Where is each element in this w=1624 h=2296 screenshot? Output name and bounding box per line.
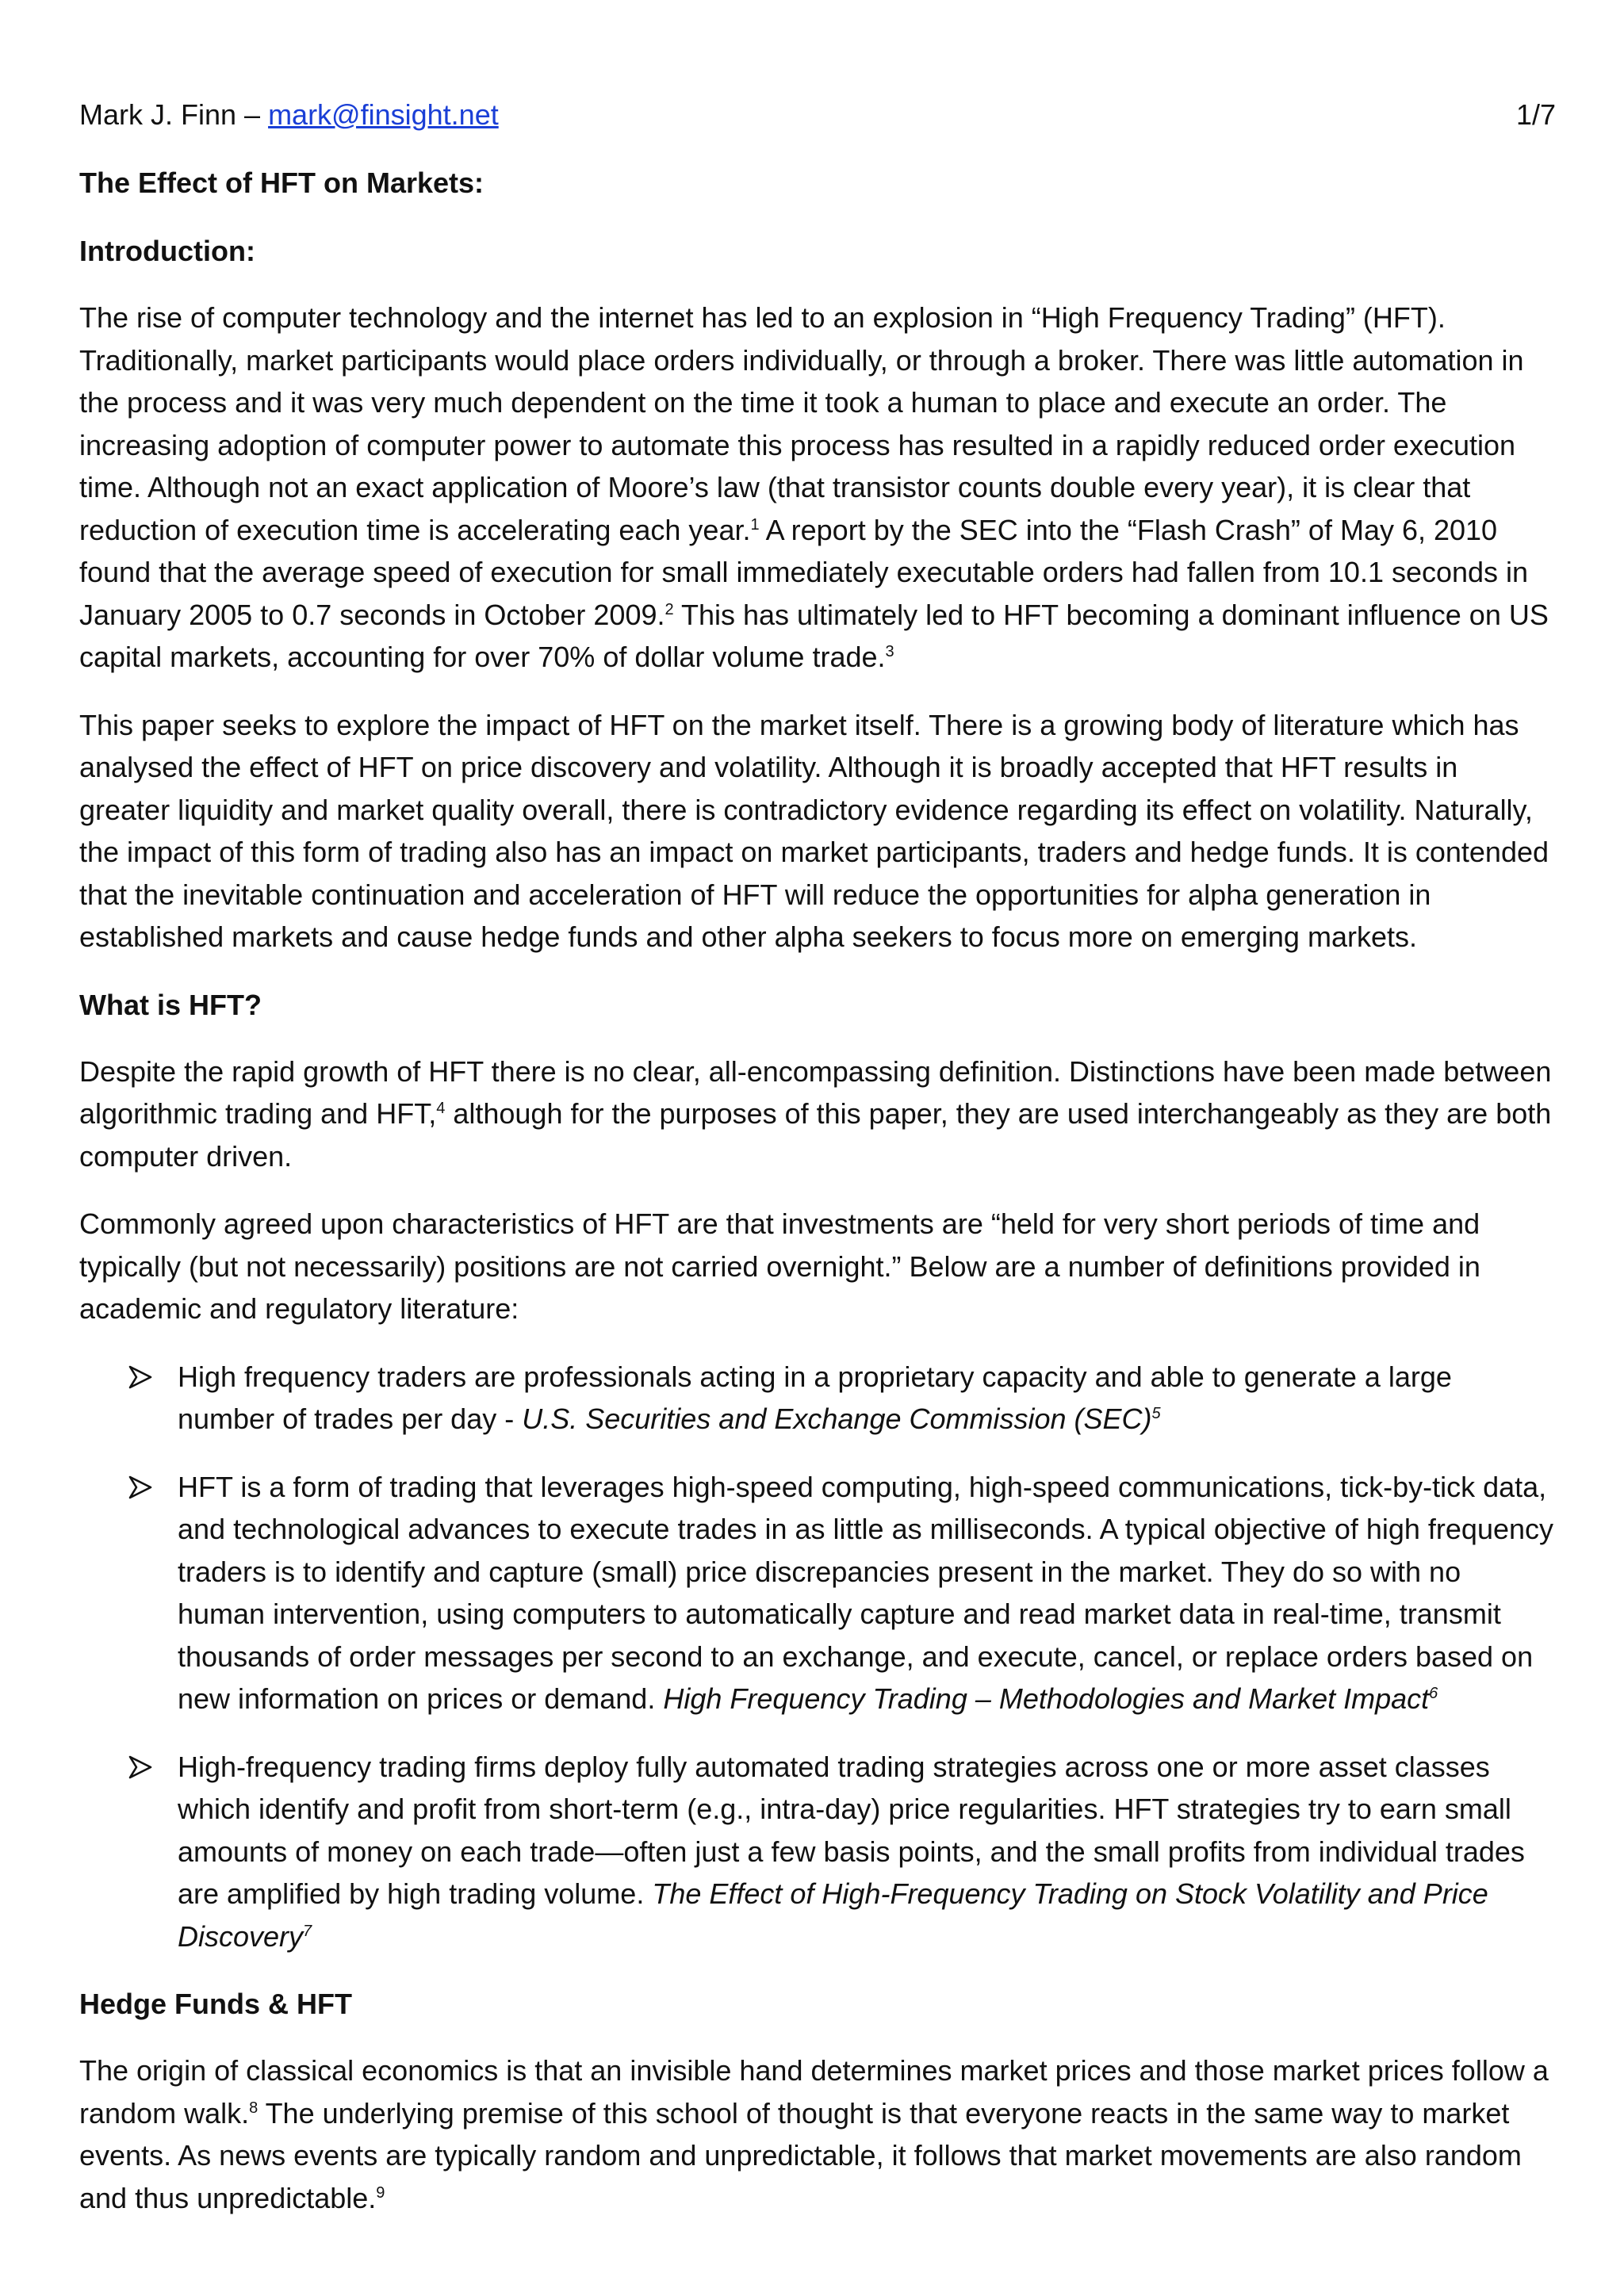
definition-text: HFT is a form of trading that leverages high-speed computing, high-speed communications, tick-by-tick data, and technological advances to execute trades in as little as milliseconds. A typical objective of high frequency traders is to identify and capture (small) price discrepancies present in the market. They do so with no human intervention, using computers to automatically capture and read market data in real-time, transmit thousands of order messages per second to an exchange, and execute, cancel, or replace orders based on new information on prices or demand. xyxy=(178,1470,1554,1715)
page-number: 1/7 xyxy=(1515,98,1556,131)
hedge-funds-paragraph-1 xyxy=(79,2049,1556,2219)
definition-item xyxy=(79,1746,1556,1958)
section-heading-hedge-funds: Hedge Funds & HFT xyxy=(79,1988,352,2020)
footnote-ref-4[interactable]: 4 xyxy=(436,1100,446,1117)
document-page xyxy=(79,94,1556,2219)
author-email-link[interactable]: mark@finsight.net xyxy=(268,98,499,131)
text-run: The underlying premise of this school of thought is that everyone reacts in the same way to market events. As news events are typically random and unpredictable, it follows that market movements are also random and thus unpredictable. xyxy=(79,2096,1522,2214)
author-name: Mark J. Finn – xyxy=(79,98,269,131)
text-run: although for the purposes of this paper, they are used interchangeably as they are both computer driven. xyxy=(79,1097,1552,1173)
text-run: Despite the rapid growth of HFT there is no clear, all-encompassing definition. Distinctions have been made between algorithmic trading and HFT, xyxy=(79,1054,1552,1130)
footnote-ref-6[interactable]: 6 xyxy=(1429,1685,1438,1702)
definition-text: High frequency traders are professionals acting in a proprietary capacity and able to generate a large number of trades per day - xyxy=(178,1360,1452,1435)
hft-paragraph-1 xyxy=(79,1050,1556,1178)
footnote-ref-5[interactable]: 5 xyxy=(1151,1405,1161,1422)
intro-paragraph-1 xyxy=(79,297,1556,679)
document-title: The Effect of HFT on Markets: xyxy=(79,166,485,199)
author-line xyxy=(79,94,499,136)
page-header xyxy=(79,94,1556,136)
intro-paragraph-2: This paper seeks to explore the impact of HFT on the market itself. There is a growing body of literature which has analysed the effect of HFT on price discovery and volatility. Although it is broadly accepted that HFT results in greater liquidity and market quality overall, there is contradictory evidence regarding its effect on volatility. Naturally, the impact of this form of trading also has an impact on market participants, traders and hedge funds. It is contended that the inevitable continuation and acceleration of HFT will reduce the opportunities for alpha generation in established markets and cause hedge funds and other alpha seekers to focus more on emerging markets. xyxy=(79,708,1549,953)
definition-item xyxy=(79,1356,1556,1441)
footnote-ref-2[interactable]: 2 xyxy=(665,600,674,618)
definition-source: The Effect of High-Frequency Trading on Stock Volatility and Price Discovery xyxy=(178,1877,1488,1953)
definition-source: High Frequency Trading – Methodologies and Market Impact xyxy=(663,1682,1430,1715)
text-run: The origin of classical economics is that an invisible hand determines market prices and those market prices follow a random walk. xyxy=(79,2054,1549,2130)
footnote-ref-8[interactable]: 8 xyxy=(249,2099,259,2117)
definition-item xyxy=(79,1466,1556,1720)
arrow-bullet-icon xyxy=(125,1746,157,1788)
text-run: The rise of computer technology and the internet has led to an explosion in “High Frequency Trading” (HFT). Traditionally, market participants would place orders individually, or through a broker. There was little automation in the process and it was very much dependent on the time it took a human to place and execute an order. The increasing adoption of computer power to automate this process has resulted in a rapidly reduced order execution time. Although not an exact application of Moore’s law (that transistor counts double every year), it is clear that reduction of execution time is accelerating each year. xyxy=(79,301,1524,546)
definition-text: High-frequency trading firms deploy fully automated trading strategies across one or more asset classes which identify and profit from short-term (e.g., intra-day) price regularities. HFT strategies try to earn small amounts of money on each trade—often just a few basis points, and the small profits from individual trades are amplified by high trading volume. xyxy=(178,1750,1525,1910)
section-heading-introduction: Introduction: xyxy=(79,235,255,267)
footnote-ref-1[interactable]: 1 xyxy=(750,515,760,534)
footnote-ref-7[interactable]: 7 xyxy=(303,1922,312,1940)
footnote-ref-9[interactable]: 9 xyxy=(376,2183,385,2202)
arrow-bullet-icon xyxy=(125,1466,157,1508)
text-run: This has ultimately led to HFT becoming a dominant influence on US capital markets, accounting for over 70% of dollar volume trade. xyxy=(79,598,1549,673)
definitions-list xyxy=(79,1356,1556,1958)
section-heading-what-is-hft: What is HFT? xyxy=(79,988,262,1021)
hft-paragraph-2: Commonly agreed upon characteristics of HFT are that investments are “held for very short periods of time and typically (but not necessarily) positions are not carried overnight.” Below are a number of definitions provided in academic and regulatory literature: xyxy=(79,1207,1480,1325)
arrow-bullet-icon xyxy=(125,1356,157,1398)
footnote-ref-3[interactable]: 3 xyxy=(885,643,894,660)
text-run: A report by the SEC into the “Flash Crash” of May 6, 2010 found that the average speed of execution for small immediately executable orders had fallen from 10.1 seconds in January 2005 to 0.7 seconds in October 2009. xyxy=(79,513,1529,631)
definition-source: U.S. Securities and Exchange Commission (SEC) xyxy=(522,1402,1152,1435)
